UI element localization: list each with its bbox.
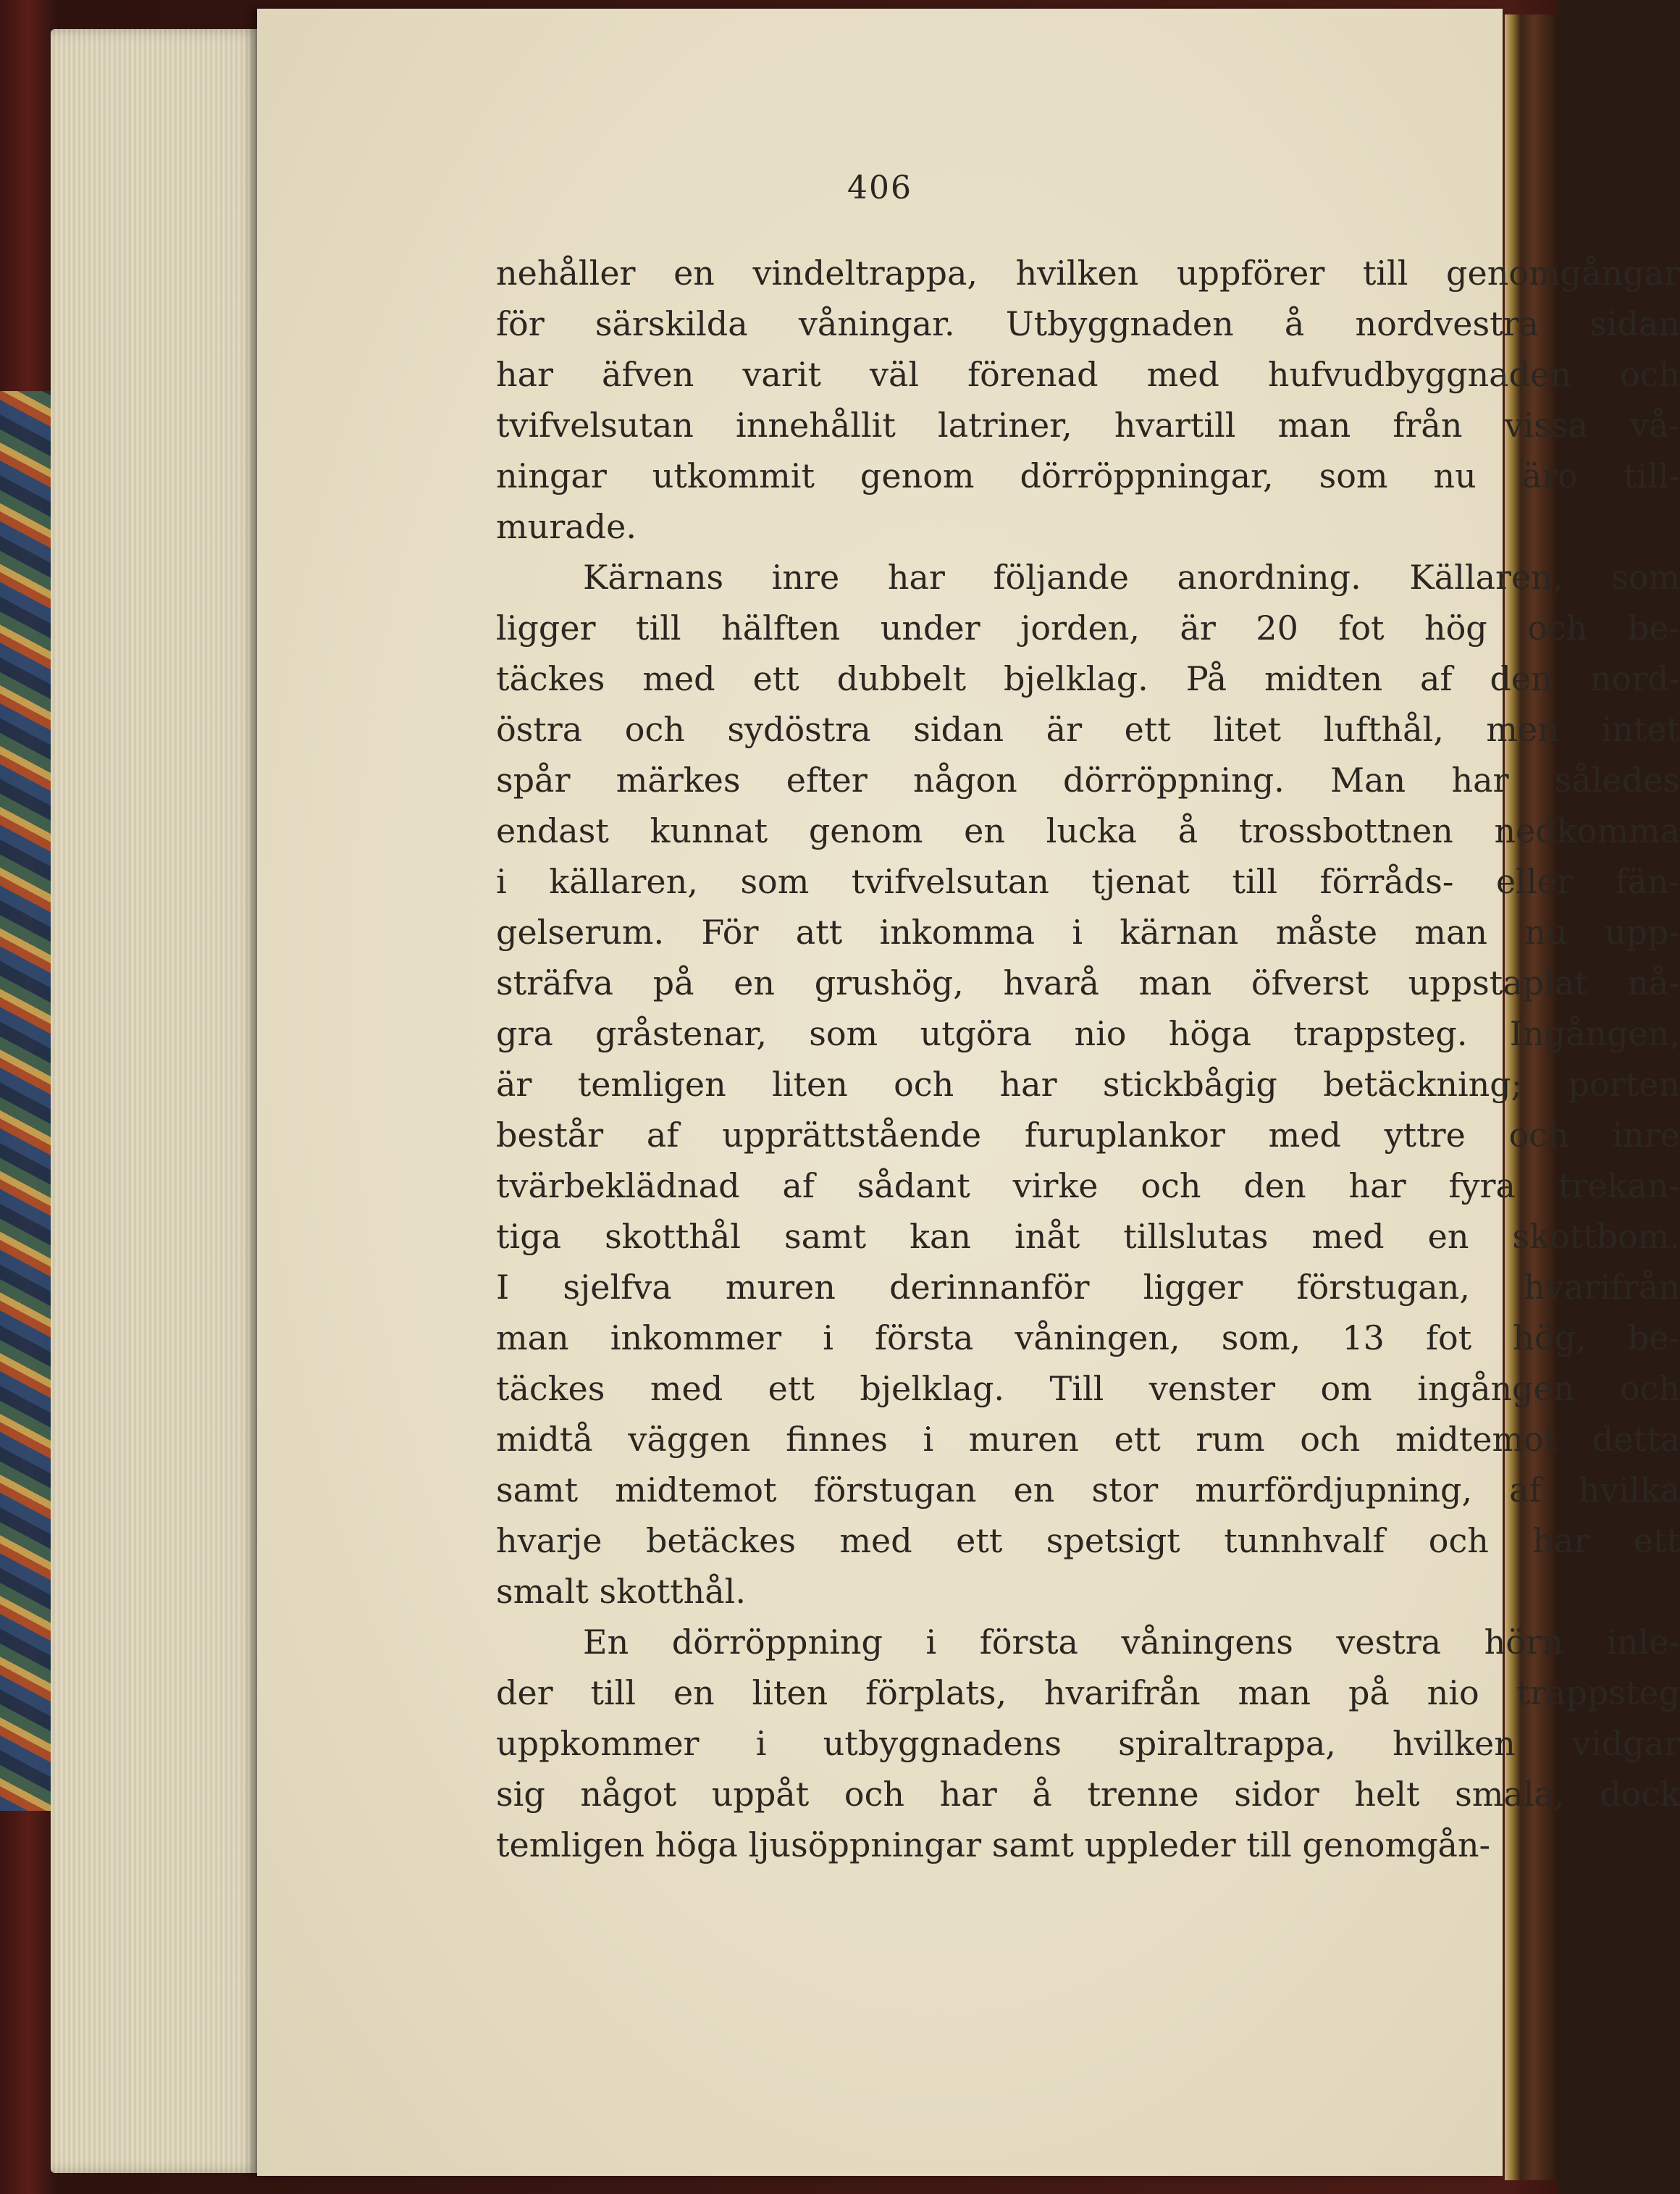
text-line: temligen höga ljusöppningar samt uppleder till genomgån-	[496, 1825, 1491, 1864]
text-line: man inkommer i första våningen, som, 13 fot hög, be-	[496, 1318, 1680, 1357]
text-line: ligger till hälften under jorden, är 20 fot hög och be-	[496, 608, 1680, 648]
page-number: 406	[847, 169, 912, 206]
text-line: tvärbeklädnad af sådant virke och den har fyra trekan-	[496, 1166, 1680, 1205]
text-line: består af upprättstående furuplankor med yttre och inre	[496, 1115, 1680, 1155]
text-line: i källaren, som tvifvelsutan tjenat till förråds- eller fän-	[496, 862, 1680, 901]
text-line: östra och sydöstra sidan är ett litet lufthål, men intet	[496, 710, 1680, 749]
text-line: En dörröppning i första våningens vestra hörn inle-	[583, 1623, 1680, 1662]
text-line: Kärnans inre har följande anordning. Källaren, som	[583, 558, 1680, 597]
text-line: tiga skotthål samt kan inåt tillslutas med en skottbom.	[496, 1217, 1680, 1256]
text-line: midtå väggen finnes i muren ett rum och midtemot detta	[496, 1420, 1680, 1459]
text-line: I sjelfva muren derinnanför ligger förstugan, hvarifrån	[496, 1268, 1680, 1307]
text-line: gelserum. För att inkomma i kärnan måste man nu upp-	[496, 913, 1680, 952]
text-line: der till en liten förplats, hvarifrån man på nio trappsteg	[496, 1673, 1680, 1712]
book-page	[257, 9, 1680, 2176]
page-edges	[51, 29, 261, 2173]
text-line: täckes med ett bjelklag. Till venster om ingången och	[496, 1369, 1680, 1408]
body-text	[496, 248, 1680, 1870]
text-line: för särskilda våningar. Utbyggnaden å nordvestra sidan	[496, 304, 1680, 343]
text-line: nehåller en vindeltrappa, hvilken uppförer till genomgångar	[496, 254, 1680, 293]
text-line: sig något uppåt och har å trenne sidor helt smala, dock	[496, 1775, 1680, 1814]
paragraph	[496, 1617, 1680, 1870]
text-line: sträfva på en grushög, hvarå man öfverst uppstaplat nå-	[496, 963, 1680, 1002]
text-line: endast kunnat genom en lucka å trossbottnen nedkomma	[496, 811, 1680, 850]
text-line: uppkommer i utbyggnadens spiraltrappa, hvilken vidgar	[496, 1724, 1680, 1763]
text-line: tvifvelsutan innehållit latriner, hvartill man från vissa vå-	[496, 406, 1680, 445]
text-line: murade.	[496, 507, 637, 546]
text-line: hvarje betäckes med ett spetsigt tunnhvalf och har ett	[496, 1521, 1680, 1560]
text-line: ningar utkommit genom dörröppningar, som nu äro till-	[496, 456, 1680, 495]
text-line: spår märkes efter någon dörröppning. Man har således	[496, 761, 1680, 800]
text-line: gra gråstenar, som utgöra nio höga trappsteg. Ingången,	[496, 1014, 1680, 1053]
text-line: är temligen liten och har stickbågig betäckning; porten	[496, 1065, 1680, 1104]
text-line: har äfven varit väl förenad med hufvudbyggnaden och	[496, 355, 1680, 394]
paragraph	[496, 248, 1680, 552]
text-line: samt midtemot förstugan en stor murfördjupning, af hvilka	[496, 1470, 1680, 1510]
paragraph	[496, 552, 1680, 1617]
text-line: täckes med ett dubbelt bjelklag. På midten af den nord-	[496, 659, 1680, 698]
text-line: smalt skotthål.	[496, 1572, 746, 1611]
